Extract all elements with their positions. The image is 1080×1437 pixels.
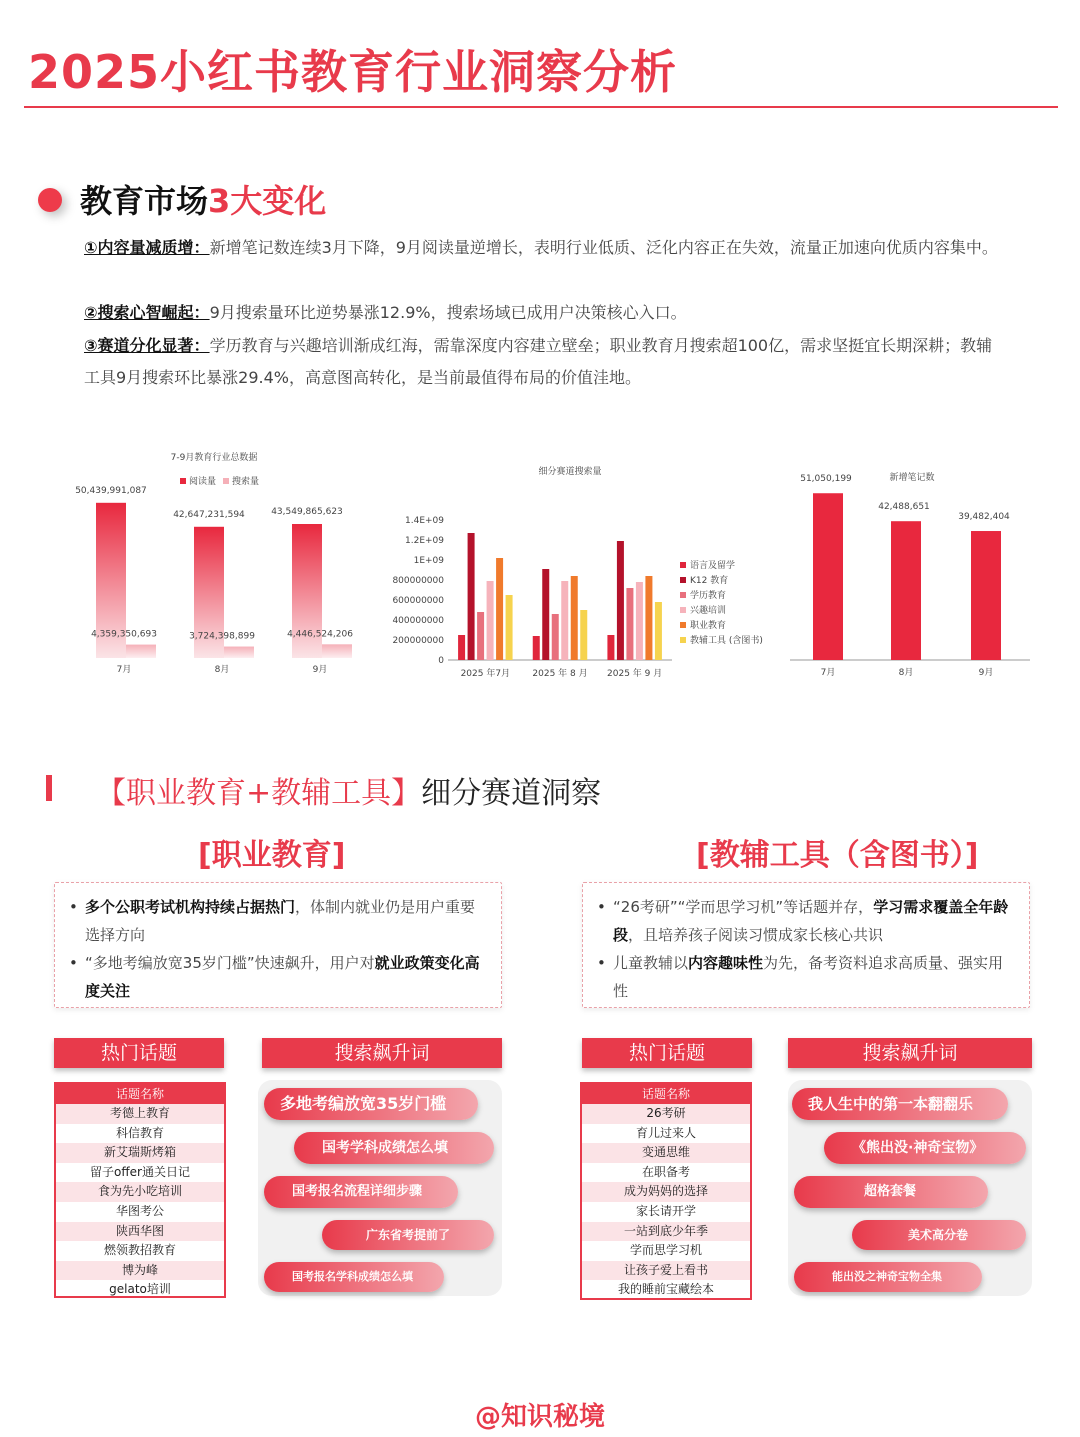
section2-bar-icon bbox=[46, 775, 52, 801]
data-label: 4,359,350,693 bbox=[91, 629, 157, 640]
y-tick-label: 200000000 bbox=[392, 636, 444, 646]
chart-total-data bbox=[58, 440, 378, 690]
table-row[interactable]: 家长请开学 bbox=[635, 1203, 696, 1218]
left-tag-panel bbox=[258, 1080, 502, 1296]
data-label: 3,724,398,899 bbox=[189, 631, 255, 642]
bar-2 bbox=[626, 588, 633, 660]
left-subhead: [职业教育] bbox=[198, 838, 346, 873]
search-tag[interactable]: 《熊出没·神奇宝物》 bbox=[824, 1132, 1026, 1164]
table-row[interactable]: 26考研 bbox=[582, 1104, 750, 1124]
point-text: 学历教育与兴趣培训渐成红海，需靠深度内容建立壁垒；职业教育月搜索超100亿，需求坚挺宜长期深耕；教辅工具9月搜索环比暴涨29.4%，高意图高转化，是当前最值得布局的价值洼地。 bbox=[84, 336, 993, 387]
right-hot-topics-header: 热门话题 bbox=[582, 1038, 752, 1068]
left-insight-box bbox=[54, 882, 502, 1008]
legend-label: 阅读量 bbox=[189, 477, 217, 487]
point-lead: ①内容量减质增： bbox=[84, 238, 210, 257]
legend-label: 教辅工具 (含图书) bbox=[690, 636, 763, 646]
section1-heading bbox=[80, 176, 326, 222]
chart-title: 7-9月教育行业总数据 bbox=[170, 453, 258, 463]
point-1 bbox=[84, 232, 1004, 264]
point-text: 新增笔记数连续3月下降，9月阅读量逆增长，表明行业低质、泛化内容正在失效，流量正加速向优质内容集中。 bbox=[209, 238, 998, 257]
bar-search bbox=[126, 645, 156, 658]
section1-heading-prefix: 教育市场 bbox=[80, 182, 209, 220]
legend-swatch-icon bbox=[680, 637, 686, 643]
bar-2 bbox=[552, 614, 559, 660]
table-row[interactable]: 在职备考 bbox=[641, 1164, 690, 1179]
y-tick-label: 1E+09 bbox=[413, 556, 444, 566]
right-search-rising-header: 搜索飙升词 bbox=[788, 1038, 1032, 1068]
x-tick-label: 2025 年7月 bbox=[460, 669, 511, 679]
bar-3 bbox=[487, 581, 494, 660]
left-search-rising-header: 搜索飙升词 bbox=[262, 1038, 502, 1068]
chart-new-notes bbox=[790, 460, 1040, 690]
x-tick-label: 7月 bbox=[820, 668, 836, 678]
table-row[interactable]: 新艾瑞斯烤箱 bbox=[56, 1143, 224, 1163]
point-text: 9月搜索量环比逆势暴涨12.9%，搜索场域已成用户决策核心入口。 bbox=[209, 303, 687, 322]
bar-notes bbox=[971, 531, 1001, 660]
x-tick-label: 2025 年 8 月 bbox=[532, 669, 588, 679]
bar-4 bbox=[645, 576, 652, 660]
search-tag[interactable]: 超格套餐 bbox=[794, 1176, 988, 1208]
legend-swatch-icon bbox=[680, 577, 686, 583]
point-2 bbox=[84, 297, 1004, 329]
left-bullet-2 bbox=[85, 949, 487, 1005]
left-hot-topics-header: 热门话题 bbox=[54, 1038, 224, 1068]
y-tick-label: 400000000 bbox=[392, 616, 444, 626]
footer-handle: @知识秘境 bbox=[474, 1402, 605, 1432]
right-insight-box bbox=[582, 882, 1030, 1008]
section2-heading bbox=[96, 768, 601, 812]
bar-notes bbox=[813, 493, 843, 660]
table-row[interactable]: 考德上教育 bbox=[56, 1104, 224, 1124]
x-tick-label: 9月 bbox=[312, 665, 328, 675]
right-topic-table bbox=[580, 1082, 752, 1300]
point-3 bbox=[84, 330, 1004, 394]
x-tick-label: 8月 bbox=[898, 668, 914, 678]
table-row[interactable]: 我的睡前宝藏绘本 bbox=[617, 1282, 714, 1297]
x-tick-label: 2025 年 9 月 bbox=[607, 669, 663, 679]
table-row[interactable]: 华图考公 bbox=[115, 1203, 164, 1218]
y-tick-label: 0 bbox=[438, 656, 444, 666]
legend-label: 学历教育 bbox=[690, 591, 727, 601]
point-lead: ③赛道分化显著： bbox=[84, 336, 210, 355]
data-label: 39,482,404 bbox=[958, 512, 1010, 523]
legend-swatch-icon bbox=[680, 592, 686, 598]
table-header: 话题名称 bbox=[582, 1084, 750, 1104]
legend-swatch-icon bbox=[680, 607, 686, 613]
bar-4 bbox=[571, 576, 578, 660]
section2-heading-prefix: 【职业教育+教辅工具】 bbox=[96, 776, 422, 811]
data-label: 42,647,231,594 bbox=[173, 509, 245, 520]
bar-0 bbox=[458, 635, 465, 660]
y-tick-label: 600000000 bbox=[392, 596, 444, 606]
y-tick-label: 1.4E+09 bbox=[405, 516, 444, 526]
bar-0 bbox=[533, 636, 540, 660]
plain-text: “多地考编放宽35岁门槛”快速飙升，用户对 bbox=[85, 954, 375, 972]
bar-search bbox=[224, 647, 254, 658]
legend-swatch-icon bbox=[223, 478, 229, 484]
x-tick-label: 8月 bbox=[214, 665, 230, 675]
table-row[interactable]: 博为峰 bbox=[56, 1261, 224, 1281]
data-label: 42,488,651 bbox=[878, 502, 930, 513]
search-tag[interactable]: 国考报名流程详细步骤 bbox=[264, 1176, 458, 1208]
bold-text: 就业政策变化高度关注 bbox=[85, 954, 480, 1000]
title-divider bbox=[24, 106, 1058, 108]
legend-label: 搜索量 bbox=[232, 477, 260, 487]
table-row[interactable]: 育儿过来人 bbox=[635, 1125, 696, 1140]
search-tag[interactable]: 国考学科成绩怎么填 bbox=[294, 1132, 494, 1164]
right-bullet-1 bbox=[613, 893, 1015, 949]
legend-swatch-icon bbox=[680, 622, 686, 628]
data-label: 50,439,991,087 bbox=[75, 485, 147, 496]
right-tag-panel bbox=[788, 1080, 1032, 1296]
bold-text: 内容趣味性 bbox=[688, 954, 764, 972]
y-tick-label: 800000000 bbox=[392, 576, 444, 586]
table-row[interactable]: gelato培训 bbox=[109, 1282, 171, 1297]
bold-text: 学习需求覆盖全年龄段 bbox=[613, 898, 1009, 944]
plain-text: ，体制内就业仍是用户重要选择方向 bbox=[85, 898, 476, 944]
search-tag[interactable]: 国考报名学科成绩怎么填 bbox=[264, 1262, 444, 1292]
plain-text: 为先，备考资料追求高质量、强实用性 bbox=[613, 954, 1004, 1000]
legend-label: K12 教育 bbox=[690, 576, 729, 586]
table-header: 话题名称 bbox=[56, 1084, 224, 1104]
bold-text: 多个公职考试机构持续占据热门 bbox=[85, 898, 296, 916]
bar-3 bbox=[561, 581, 568, 660]
plain-text: “26考研”“学而思学习机”等话题并存， bbox=[613, 898, 874, 916]
chart-title: 细分赛道搜索量 bbox=[538, 467, 602, 477]
legend-label: 职业教育 bbox=[690, 621, 727, 631]
point-lead: ②搜索心智崛起： bbox=[84, 303, 210, 322]
left-topic-table bbox=[54, 1082, 226, 1298]
search-tag[interactable]: 广东省考提前了 bbox=[322, 1220, 494, 1250]
data-label: 43,549,865,623 bbox=[271, 507, 343, 518]
plain-text: ，且培养孩子阅读习惯成家长核心共识 bbox=[628, 926, 884, 944]
bar-5 bbox=[580, 610, 587, 660]
bar-notes bbox=[891, 521, 921, 660]
chart-segment-svg bbox=[392, 450, 780, 690]
legend-swatch-icon bbox=[180, 478, 186, 484]
x-tick-label: 9月 bbox=[978, 668, 994, 678]
bar-1 bbox=[542, 569, 549, 660]
legend-label: 兴趣培训 bbox=[690, 606, 727, 616]
table-row[interactable]: 让孩子爱上看书 bbox=[582, 1261, 750, 1281]
section2-heading-suffix: 细分赛道洞察 bbox=[421, 776, 602, 811]
search-tag[interactable]: 美术高分卷 bbox=[852, 1220, 1026, 1250]
legend-label: 语言及留学 bbox=[690, 561, 736, 571]
bar-3 bbox=[636, 582, 643, 660]
bar-0 bbox=[607, 635, 614, 660]
bar-2 bbox=[477, 612, 484, 660]
bar-search bbox=[322, 644, 352, 658]
table-row[interactable]: 成为妈妈的选择 bbox=[582, 1182, 750, 1202]
chart-total-svg bbox=[58, 440, 378, 690]
bar-5 bbox=[655, 602, 662, 660]
bar-1 bbox=[468, 533, 475, 660]
bar-4 bbox=[496, 558, 503, 660]
search-tag[interactable]: 我人生中的第一本翻翻乐 bbox=[792, 1088, 1008, 1120]
table-row[interactable]: 陕西华图 bbox=[56, 1222, 224, 1242]
chart-segment-search bbox=[392, 450, 780, 690]
page-title: 2025小红书教育行业洞察分析 bbox=[28, 45, 678, 99]
table-row[interactable]: 食为先小吃培训 bbox=[56, 1182, 224, 1202]
table-row[interactable]: 科信教育 bbox=[115, 1125, 164, 1140]
x-tick-label: 7月 bbox=[116, 665, 132, 675]
bullet-dot-icon bbox=[38, 188, 62, 212]
chart-title: 新增笔记数 bbox=[889, 473, 935, 483]
legend-swatch-icon bbox=[680, 562, 686, 568]
left-bullet-1 bbox=[85, 893, 487, 949]
section1-heading-highlight: 3大变化 bbox=[208, 182, 327, 220]
right-bullet-2 bbox=[613, 949, 1015, 1005]
search-tag[interactable]: 多地考编放宽35岁门槛 bbox=[264, 1088, 478, 1120]
data-label: 4,446,524,206 bbox=[287, 629, 353, 640]
chart-notes-svg bbox=[790, 460, 1040, 690]
bar-5 bbox=[506, 595, 513, 660]
plain-text: 儿童教辅以 bbox=[613, 954, 689, 972]
table-row[interactable]: 学而思学习机 bbox=[629, 1243, 702, 1258]
table-row[interactable]: 变通思维 bbox=[582, 1143, 750, 1163]
right-subhead: [教辅工具（含图书）] bbox=[696, 838, 979, 873]
search-tag[interactable]: 能出没之神奇宝物全集 bbox=[794, 1262, 982, 1292]
y-tick-label: 1.2E+09 bbox=[405, 536, 444, 546]
data-label: 51,050,199 bbox=[800, 474, 852, 485]
table-row[interactable]: 留子offer通关日记 bbox=[90, 1164, 190, 1179]
table-row[interactable]: 一站到底少年季 bbox=[582, 1222, 750, 1242]
table-row[interactable]: 燃领教招教育 bbox=[103, 1243, 176, 1258]
bar-1 bbox=[617, 541, 624, 660]
